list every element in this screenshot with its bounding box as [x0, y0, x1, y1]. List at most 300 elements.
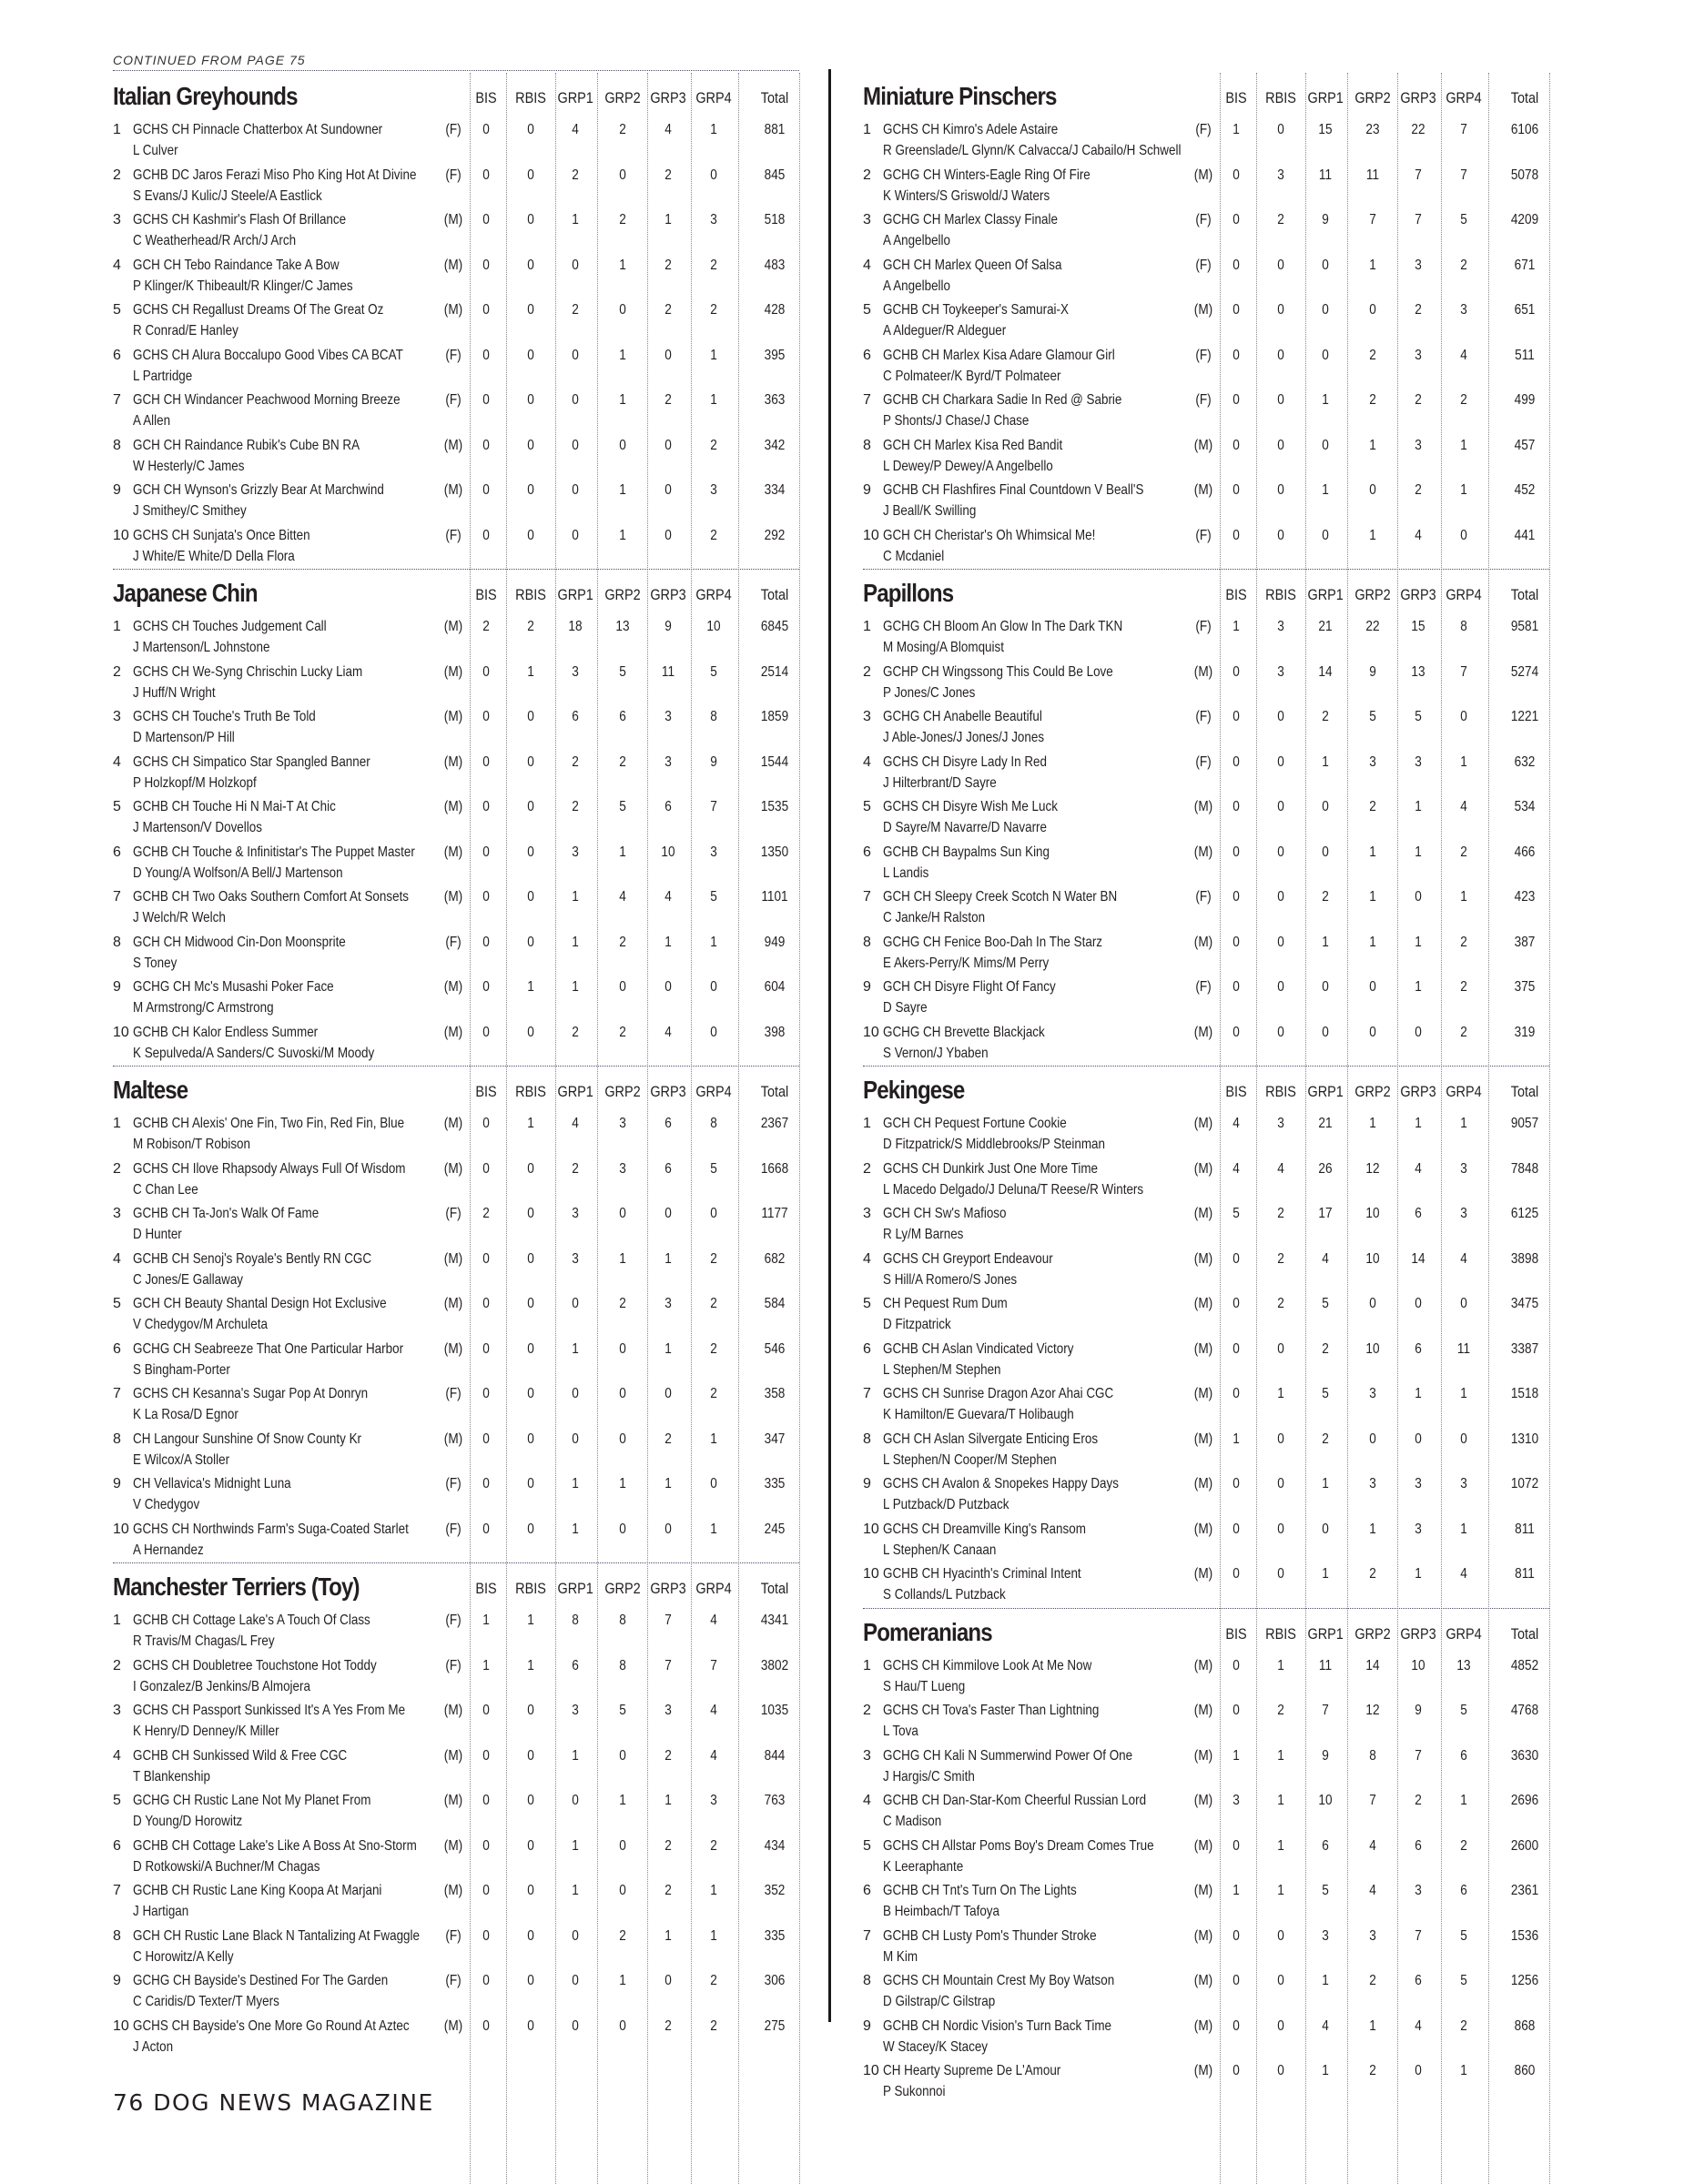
- column-guide-line: [1549, 73, 1550, 2184]
- grp1-value: 6: [572, 709, 579, 724]
- ranking-row: [863, 1789, 1549, 1835]
- grp2-value: 1: [619, 1250, 626, 1267]
- rbis-value: 0: [527, 437, 534, 453]
- grp2-value: 9: [1369, 663, 1376, 680]
- bis-value: 0: [1233, 979, 1240, 995]
- ranking-row: [863, 2015, 1549, 2060]
- grp4-value: 0: [710, 1206, 717, 1221]
- grp3-value: 4: [664, 889, 672, 905]
- grp2-value: 2: [619, 934, 626, 950]
- header-rbis: RBIS: [1265, 1624, 1296, 1643]
- total-value: 546: [764, 1340, 786, 1357]
- grp2-value: 1: [619, 1476, 626, 1491]
- header-total: Total: [760, 1083, 789, 1100]
- sex: (F): [1195, 889, 1212, 905]
- grp1-value: 0: [572, 1386, 579, 1401]
- sex: (M): [443, 1024, 463, 1040]
- grp1-value: 2: [572, 302, 579, 318]
- right-column: [863, 73, 1549, 2105]
- rbis-value: 0: [527, 1747, 534, 1764]
- grp3-value: 1: [664, 934, 672, 950]
- grp2-value: 1: [1369, 889, 1376, 905]
- dog-name: GCH CH Sleepy Creek Scotch N Water BN: [883, 889, 1118, 905]
- bis-value: 0: [1233, 167, 1240, 183]
- bis-value: 0: [482, 1793, 490, 1808]
- rank-number: 8: [863, 1973, 871, 1988]
- grp2-value: 0: [619, 2017, 626, 2034]
- grp4-value: 5: [710, 889, 717, 905]
- grp3-value: 3: [1415, 1521, 1422, 1537]
- grp3-value: 6: [1415, 1340, 1422, 1357]
- rbis-value: 1: [527, 1116, 534, 1131]
- rank-number: 3: [863, 1747, 871, 1764]
- rank-number: 4: [863, 1250, 871, 1267]
- grp4-value: 1: [1460, 1521, 1467, 1537]
- grp2-value: 1: [1369, 257, 1376, 273]
- rbis-value: 0: [1277, 1566, 1284, 1582]
- bis-value: 0: [1233, 1296, 1240, 1311]
- total-value: 347: [764, 1431, 786, 1447]
- grp2-value: 0: [1369, 1296, 1376, 1311]
- total-value: 9581: [1510, 619, 1539, 634]
- grp4-value: 2: [710, 1250, 717, 1267]
- dog-name: GCHS CH Dreamville King's Ransom: [883, 1521, 1086, 1537]
- handlers: R Travis/M Chagas/L Frey: [133, 1633, 275, 1649]
- sex: (M): [443, 212, 463, 228]
- ranking-row: [863, 1925, 1549, 1970]
- grp4-value: 1: [710, 934, 717, 950]
- rank-number: 8: [113, 1927, 121, 1944]
- total-value: 2514: [760, 663, 789, 680]
- handlers: J Acton: [133, 2038, 174, 2055]
- ranking-row: [863, 1654, 1549, 1700]
- ranking-row: [113, 1789, 799, 1835]
- total-value: 1256: [1510, 1973, 1539, 1988]
- total-value: 881: [764, 122, 786, 137]
- bis-value: 1: [1233, 1747, 1240, 1764]
- total-value: 651: [1514, 302, 1536, 318]
- bis-value: 0: [482, 1747, 490, 1764]
- rank-number: 10: [863, 1566, 879, 1582]
- grp2-value: 2: [619, 1296, 626, 1311]
- header-rbis: RBIS: [515, 586, 546, 603]
- grp1-value: 3: [572, 844, 579, 860]
- dog-name: GCH CH Marlex Kisa Red Bandit: [883, 437, 1063, 453]
- header-bis: BIS: [475, 1580, 497, 1597]
- bis-value: 0: [1233, 934, 1240, 950]
- rbis-value: 0: [1277, 392, 1284, 408]
- bis-value: 0: [482, 844, 490, 860]
- grp2-value: 2: [619, 753, 626, 770]
- grp3-value: 0: [664, 979, 672, 995]
- header-grp1: GRP1: [1307, 89, 1344, 106]
- grp1-value: 4: [572, 122, 579, 137]
- grp3-value: 7: [1415, 1927, 1422, 1944]
- handlers: R Conrad/E Hanley: [133, 323, 238, 339]
- grp3-value: 4: [1415, 2017, 1422, 2034]
- dog-name: GCHS CH Simpatico Star Spangled Banner: [133, 753, 370, 770]
- header-bis: BIS: [475, 89, 497, 106]
- grp2-value: 5: [1369, 709, 1376, 724]
- handlers: K Leeraphante: [883, 1858, 964, 1875]
- bis-value: 1: [1233, 1431, 1240, 1447]
- handlers: C Horowitz/A Kelly: [133, 1948, 234, 1965]
- rbis-value: 0: [527, 1340, 534, 1357]
- dog-name: GCHS CH Sunjata's Once Bitten: [133, 527, 310, 543]
- rank-number: 6: [113, 347, 121, 363]
- grp1-value: 11: [1318, 1657, 1333, 1673]
- grp2-value: 0: [619, 1837, 626, 1854]
- sex: (M): [443, 619, 463, 634]
- breed-title: Japanese Chin: [113, 579, 258, 607]
- dog-name: GCHB CH Nordic Vision's Turn Back Time: [883, 2017, 1112, 2034]
- grp1-value: 2: [1322, 889, 1329, 905]
- sex: (M): [443, 1431, 463, 1447]
- total-value: 682: [764, 1250, 786, 1267]
- rank-number: 9: [113, 979, 121, 995]
- sex: (M): [443, 753, 463, 770]
- grp3-value: 3: [1415, 257, 1422, 273]
- grp1-value: 1: [572, 979, 579, 995]
- grp2-value: 1: [619, 392, 626, 408]
- grp2-value: 0: [1369, 979, 1376, 995]
- bis-value: 0: [1233, 437, 1240, 453]
- sex: (M): [1193, 2063, 1213, 2078]
- dog-name: GCHB CH Lusty Pom's Thunder Stroke: [883, 1927, 1097, 1944]
- grp3-value: 9: [664, 619, 672, 634]
- header-rbis: RBIS: [1265, 1083, 1296, 1100]
- ranking-row: [113, 1654, 799, 1700]
- grp2-value: 8: [619, 1613, 626, 1628]
- grp3-value: 4: [664, 122, 672, 137]
- handlers: V Chedygov/M Archuleta: [133, 1317, 268, 1332]
- grp3-value: 1: [664, 1250, 672, 1267]
- rank-number: 9: [863, 1476, 871, 1491]
- section-header: [863, 73, 1549, 118]
- grp3-value: 1: [1415, 979, 1422, 995]
- rank-number: 1: [113, 619, 121, 634]
- dog-name: GCHS CH Touches Judgement Call: [133, 619, 327, 634]
- total-value: 6106: [1510, 122, 1539, 137]
- dog-name: GCHS CH Kimro's Adele Astaire: [883, 122, 1059, 137]
- grp3-value: 1: [664, 1340, 672, 1357]
- dog-name: CH Pequest Rum Dum: [883, 1296, 1008, 1311]
- handlers: L Tova: [883, 1724, 918, 1739]
- dog-name: GCHS CH Mountain Crest My Boy Watson: [883, 1973, 1115, 1988]
- ranking-row: [113, 705, 799, 751]
- grp4-value: 1: [1460, 1793, 1467, 1808]
- grp3-value: 1: [1415, 1566, 1422, 1582]
- grp4-value: 1: [1460, 2063, 1467, 2078]
- sex: (F): [1195, 347, 1212, 363]
- rank-number: 4: [863, 257, 871, 273]
- rank-number: 5: [113, 1296, 121, 1311]
- sex: (M): [1193, 1793, 1213, 1808]
- ranking-row: [113, 1112, 799, 1158]
- dog-name: GCHG CH Rustic Lane Not My Planet From: [133, 1793, 371, 1808]
- rbis-value: 2: [1277, 1296, 1284, 1311]
- grp2-value: 3: [619, 1160, 626, 1177]
- grp1-value: 1: [1322, 934, 1329, 950]
- rank-number: 5: [863, 302, 871, 318]
- grp1-value: 21: [1318, 619, 1333, 634]
- total-value: 1177: [761, 1206, 788, 1221]
- ranking-row: [113, 1428, 799, 1473]
- rbis-value: 0: [527, 212, 534, 228]
- grp2-value: 3: [1369, 753, 1376, 770]
- sex: (M): [443, 889, 463, 905]
- sex: (M): [443, 257, 463, 273]
- header-grp2: GRP2: [604, 89, 641, 106]
- bis-value: 3: [1233, 1793, 1240, 1808]
- total-value: 398: [764, 1024, 786, 1040]
- dog-name: GCHB CH Touche Hi N Mai-T At Chic: [133, 799, 336, 814]
- grp4-value: 4: [710, 1613, 717, 1628]
- handlers: I Gonzalez/B Jenkins/B Almojera: [133, 1678, 310, 1694]
- header-grp4: GRP4: [1446, 89, 1482, 106]
- grp3-value: 2: [664, 1747, 672, 1764]
- header-total: Total: [760, 586, 789, 603]
- rbis-value: 0: [1277, 2017, 1284, 2034]
- handlers: J White/E White/D Della Flora: [133, 548, 295, 564]
- sex: (M): [443, 1250, 463, 1267]
- dog-name: GCHB CH Charkara Sadie In Red @ Sabrie: [883, 392, 1122, 408]
- grp3-value: 4: [664, 1024, 672, 1040]
- sex: (M): [443, 2017, 463, 2034]
- grp1-value: 2: [1322, 709, 1329, 724]
- header-grp2: GRP2: [1354, 1083, 1391, 1100]
- rbis-value: 0: [527, 1250, 534, 1267]
- grp1-value: 1: [572, 1521, 579, 1537]
- sex: (F): [445, 934, 462, 950]
- header-grp4: GRP4: [1446, 1083, 1482, 1100]
- grp4-value: 2: [1460, 392, 1467, 408]
- handlers: A Hernandez: [133, 1542, 204, 1558]
- bis-value: 0: [482, 347, 490, 363]
- handlers: S Vernon/J Ybaben: [883, 1045, 989, 1061]
- grp4-value: 2: [710, 1386, 717, 1401]
- grp1-value: 1: [1322, 1476, 1329, 1491]
- grp4-value: 2: [1460, 1024, 1467, 1040]
- rank-number: 7: [863, 1927, 871, 1944]
- header-grp4: GRP4: [1446, 1624, 1482, 1643]
- dog-name: CH Vellavica's Midnight Luna: [133, 1476, 291, 1491]
- dog-name: GCHG CH Kali N Summerwind Power Of One: [883, 1747, 1133, 1764]
- bis-value: 0: [1233, 257, 1240, 273]
- grp1-value: 0: [572, 1793, 579, 1808]
- grp3-value: 3: [1415, 437, 1422, 453]
- total-value: 811: [1515, 1566, 1535, 1582]
- rank-number: 10: [863, 1024, 879, 1040]
- grp3-value: 2: [664, 302, 672, 318]
- ranking-row: [113, 1925, 799, 1970]
- sex: (F): [1195, 527, 1212, 543]
- ranking-row: [863, 1338, 1549, 1383]
- rbis-value: 0: [1277, 122, 1284, 137]
- handlers: J Smithey/C Smithey: [133, 503, 247, 519]
- sex: (M): [443, 1703, 463, 1718]
- bis-value: 0: [482, 753, 490, 770]
- ranking-row: [863, 751, 1549, 796]
- grp3-value: 0: [664, 527, 672, 543]
- sex: (F): [1195, 257, 1212, 273]
- ranking-row: [863, 1969, 1549, 2015]
- header-grp3: GRP3: [650, 1083, 686, 1100]
- bis-value: 0: [482, 1250, 490, 1267]
- dog-name: GCHS CH Northwinds Farm's Suga-Coated Starlet: [133, 1521, 409, 1537]
- breed-section-manchester-terriers-toy: [113, 1562, 799, 2059]
- ranking-row: [863, 1879, 1549, 1925]
- grp4-value: 0: [1460, 527, 1467, 543]
- dog-name: GCHS CH Tova's Faster Than Lightning: [883, 1703, 1100, 1718]
- grp1-value: 1: [1322, 1566, 1329, 1582]
- ranking-row: [113, 885, 799, 931]
- rank-number: 5: [863, 1296, 871, 1311]
- bis-value: 0: [1233, 1340, 1240, 1357]
- ranking-row: [113, 1472, 799, 1518]
- grp2-value: 2: [1369, 1566, 1376, 1582]
- grp3-value: 3: [1415, 753, 1422, 770]
- grp1-value: 1: [1322, 753, 1329, 770]
- rbis-value: 0: [527, 709, 534, 724]
- grp4-value: 0: [1460, 1296, 1467, 1311]
- grp4-value: 1: [710, 347, 717, 363]
- rank-number: 8: [113, 1431, 121, 1447]
- rank-number: 1: [863, 1116, 871, 1131]
- grp1-value: 21: [1318, 1116, 1333, 1131]
- rbis-value: 0: [527, 392, 534, 408]
- total-value: 335: [764, 1476, 786, 1491]
- grp1-value: 0: [1322, 979, 1329, 995]
- column-divider: [828, 69, 831, 2022]
- grp1-value: 3: [572, 1250, 579, 1267]
- grp1-value: 1: [572, 934, 579, 950]
- handlers: A Angelbello: [883, 233, 950, 248]
- grp3-value: 10: [661, 844, 675, 860]
- rank-number: 2: [863, 1703, 871, 1718]
- total-value: 7848: [1510, 1160, 1539, 1177]
- grp3-value: 1: [1415, 1386, 1422, 1401]
- handlers: D Fitzpatrick/S Middlebrooks/P Steinman: [883, 1137, 1106, 1152]
- bis-value: 5: [1233, 1206, 1240, 1221]
- breed-title: Maltese: [113, 1076, 188, 1104]
- total-value: 2367: [760, 1116, 789, 1131]
- grp1-value: 0: [1322, 437, 1329, 453]
- ranking-row: [113, 1202, 799, 1248]
- grp3-value: 7: [664, 1657, 672, 1673]
- rank-number: 5: [113, 302, 121, 318]
- rbis-value: 0: [1277, 709, 1284, 724]
- ranking-row: [863, 1382, 1549, 1428]
- total-value: 428: [764, 302, 786, 318]
- sex: (M): [1193, 437, 1213, 453]
- grp1-value: 11: [1318, 167, 1333, 183]
- sex: (M): [1193, 934, 1213, 950]
- grp1-value: 0: [572, 2017, 579, 2034]
- handlers: A Aldeguer/R Aldeguer: [883, 323, 1007, 339]
- grp4-value: 1: [1460, 889, 1467, 905]
- handlers: C Caridis/D Texter/T Myers: [133, 1994, 279, 2009]
- rank-number: 3: [113, 212, 121, 228]
- dog-name: GCHS CH Doubletree Touchstone Hot Toddy: [133, 1657, 377, 1673]
- ranking-row: [863, 1428, 1549, 1473]
- sex: (M): [1193, 1927, 1213, 1944]
- header-bis: BIS: [1225, 1083, 1247, 1100]
- rbis-value: 1: [1277, 1386, 1284, 1401]
- rbis-value: 0: [527, 302, 534, 318]
- rbis-value: 3: [1277, 167, 1284, 183]
- grp2-value: 0: [619, 1883, 626, 1898]
- rbis-value: 0: [1277, 979, 1284, 995]
- dog-name: GCH CH Cheristar's Oh Whimsical Me!: [883, 527, 1096, 543]
- sex: (M): [1193, 482, 1213, 498]
- sex: (F): [1195, 212, 1212, 228]
- grp4-value: 2: [1460, 979, 1467, 995]
- grp1-value: 0: [572, 1927, 579, 1944]
- handlers: P Jones/C Jones: [883, 684, 976, 701]
- grp1-value: 1: [1322, 2063, 1329, 2078]
- rbis-value: 3: [1277, 663, 1284, 680]
- rank-number: 7: [113, 889, 121, 905]
- grp1-value: 0: [1322, 1521, 1329, 1537]
- total-value: 4341: [760, 1613, 789, 1628]
- rbis-value: 1: [527, 979, 534, 995]
- rbis-value: 0: [527, 889, 534, 905]
- sex: (M): [1193, 1703, 1213, 1718]
- rbis-value: 0: [527, 1521, 534, 1537]
- header-total: Total: [760, 89, 789, 106]
- header-total: Total: [1510, 89, 1539, 106]
- rbis-value: 0: [527, 1973, 534, 1988]
- total-value: 2600: [1510, 1837, 1539, 1854]
- rank-number: 6: [863, 844, 871, 860]
- grp4-value: 2: [710, 527, 717, 543]
- ranking-row: [863, 976, 1549, 1021]
- ranking-row: [113, 1609, 799, 1654]
- grp2-value: 4: [1369, 1837, 1376, 1854]
- grp3-value: 1: [1415, 844, 1422, 860]
- grp3-value: 2: [1415, 392, 1422, 408]
- rbis-value: 1: [527, 663, 534, 680]
- total-value: 245: [764, 1521, 786, 1537]
- bis-value: 0: [1233, 1837, 1240, 1854]
- breed-section-italian-greyhounds: [113, 73, 799, 569]
- header-grp3: GRP3: [650, 89, 686, 106]
- bis-value: 0: [482, 392, 490, 408]
- grp1-value: 4: [572, 1116, 579, 1131]
- grp4-value: 2: [710, 1973, 717, 1988]
- rbis-value: 0: [527, 799, 534, 814]
- grp3-value: 14: [1411, 1250, 1425, 1267]
- grp2-value: 2: [1369, 1973, 1376, 1988]
- ranking-row: [113, 795, 799, 841]
- handlers: E Akers-Perry/K Mims/M Perry: [883, 955, 1050, 971]
- header-grp3: GRP3: [1400, 1083, 1436, 1100]
- handlers: L Macedo Delgado/J Deluna/T Reese/R Winters: [883, 1181, 1144, 1198]
- handlers: L Partridge: [133, 368, 193, 384]
- grp4-value: 1: [710, 1431, 717, 1447]
- column-guide-line: [799, 73, 800, 2184]
- breed-section-japanese-chin: [113, 569, 799, 1066]
- rank-number: 9: [863, 979, 871, 995]
- handlers: A Angelbello: [883, 278, 950, 294]
- bis-value: 0: [482, 1386, 490, 1401]
- total-value: 363: [764, 392, 786, 408]
- grp1-value: 3: [572, 663, 579, 680]
- header-bis: BIS: [475, 586, 497, 603]
- dog-name: GCHB CH Senoj's Royale's Bently RN CGC: [133, 1250, 372, 1267]
- total-value: 352: [764, 1883, 786, 1898]
